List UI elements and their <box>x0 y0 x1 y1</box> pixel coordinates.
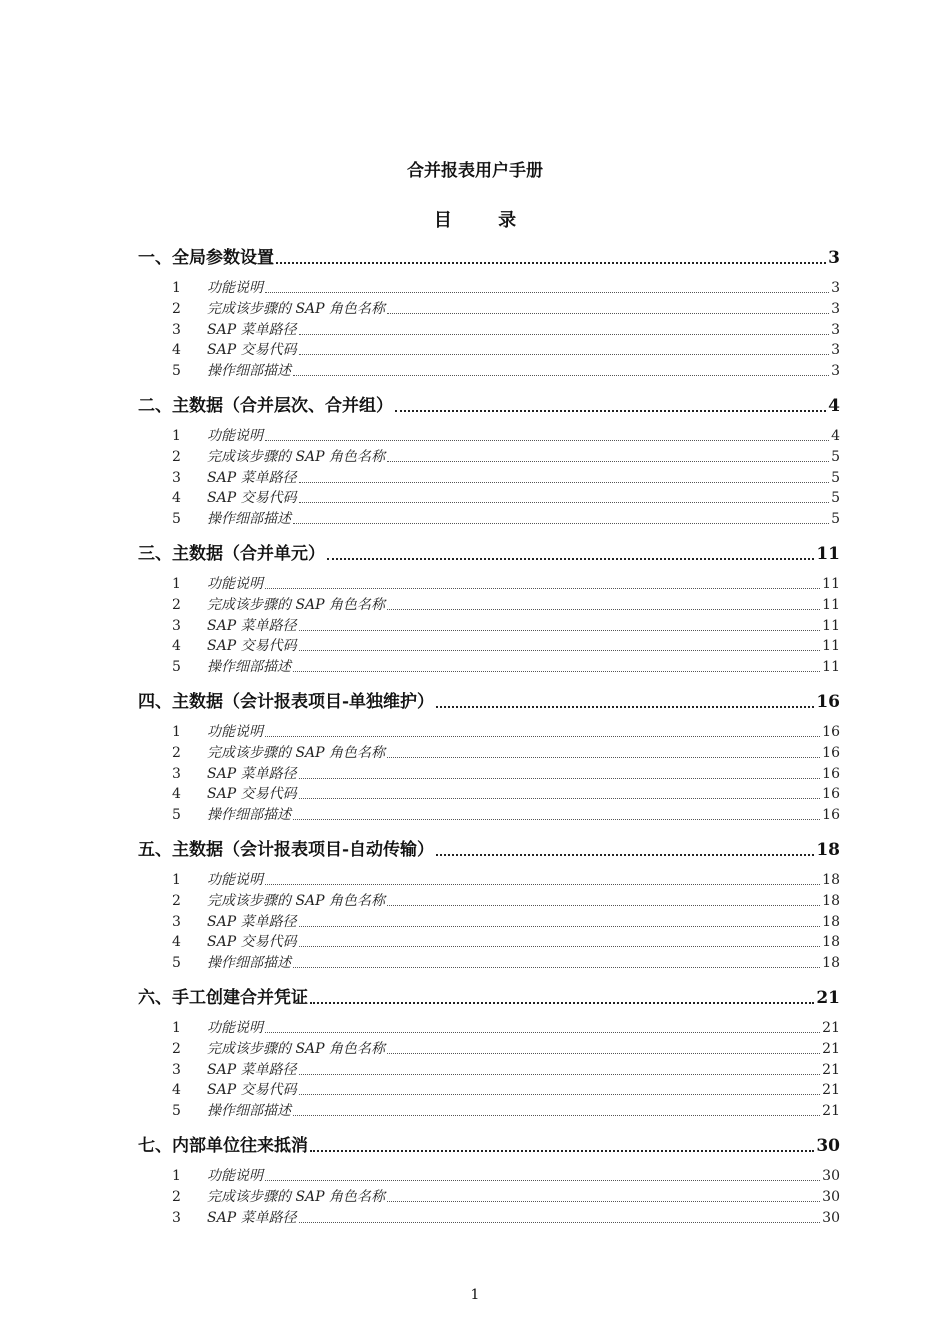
dot-leader <box>293 819 820 820</box>
toc-page-number: 18 <box>822 913 840 930</box>
toc-subsection-entry[interactable] <box>172 1186 840 1206</box>
dot-leader <box>265 588 820 589</box>
toc-item-title: 完成该步骤的 SAP 角色名称 <box>207 448 386 465</box>
toc-item-number: 5 <box>172 511 181 528</box>
toc-item-title: SAP 菜单路径 <box>207 1209 297 1226</box>
toc-subsection-entry[interactable] <box>172 1059 840 1079</box>
dot-leader <box>293 375 829 376</box>
toc-page-number: 4 <box>828 396 840 416</box>
toc-item-title: 操作细部描述 <box>207 363 291 380</box>
dot-leader <box>265 292 829 293</box>
toc-page-number: 16 <box>822 765 840 782</box>
dot-leader <box>265 440 829 441</box>
toc-item-title: SAP 菜单路径 <box>207 617 297 634</box>
toc-page-number: 21 <box>822 1040 840 1057</box>
toc-item-title: 操作细部描述 <box>207 511 291 528</box>
toc-item-number: 2 <box>172 300 181 317</box>
toc-page-number: 18 <box>816 840 840 860</box>
toc-subsection-entry[interactable] <box>172 890 840 910</box>
toc-item-number: 4 <box>172 490 181 507</box>
toc-item-number: 5 <box>172 363 181 380</box>
toc-page-number: 30 <box>822 1168 840 1184</box>
toc-item-number: 4 <box>172 638 181 655</box>
toc-subsection-entry[interactable] <box>172 911 840 931</box>
toc-page-number: 5 <box>831 448 840 465</box>
toc-item-title: 功能说明 <box>207 1168 263 1184</box>
toc-subsection-entry[interactable] <box>172 446 840 466</box>
toc-page-number: 16 <box>822 786 840 803</box>
dot-leader <box>265 884 820 885</box>
toc-subsection-entry[interactable] <box>172 1207 840 1227</box>
toc-item-title: SAP 交易代码 <box>207 638 297 655</box>
toc-subsection-entry[interactable] <box>172 742 840 762</box>
dot-leader <box>299 630 821 631</box>
dot-leader <box>299 946 821 947</box>
toc-subsection-entry[interactable] <box>172 721 840 741</box>
toc-subsection-entry[interactable] <box>172 1038 840 1058</box>
toc-item-number: 1 <box>172 1168 181 1184</box>
toc-item-number: 1 <box>172 1020 181 1036</box>
toc-item-title: 完成该步骤的 SAP 角色名称 <box>207 744 386 761</box>
toc-subsection-entry[interactable] <box>172 656 840 676</box>
dot-leader <box>293 523 829 524</box>
dot-leader <box>387 461 829 462</box>
dot-leader <box>387 609 820 610</box>
dot-leader <box>387 313 829 314</box>
toc-section-title: 二、主数据（合并层次、合并组） <box>138 396 393 416</box>
toc-page-number: 3 <box>828 248 840 268</box>
toc-page-number: 4 <box>831 428 840 444</box>
toc-section-title: 四、主数据（会计报表项目-单独维护） <box>138 692 435 712</box>
toc-item-number: 3 <box>172 1061 181 1078</box>
toc-item-number: 1 <box>172 280 181 296</box>
toc-subsection-entry[interactable] <box>172 615 840 635</box>
dot-leader <box>265 736 820 737</box>
dot-leader <box>299 334 830 335</box>
toc-subsection-entry[interactable] <box>172 1100 840 1120</box>
toc-page-number: 11 <box>822 659 840 676</box>
toc-item-title: 操作细部描述 <box>207 1103 291 1120</box>
toc-item-title: 操作细部描述 <box>207 955 291 972</box>
toc-item-number: 3 <box>172 617 181 634</box>
toc-section-entry[interactable] <box>138 983 840 1009</box>
toc-item-number: 3 <box>172 913 181 930</box>
dot-leader <box>299 1222 821 1223</box>
toc-item-title: 完成该步骤的 SAP 角色名称 <box>207 596 386 613</box>
toc-page-number: 21 <box>816 988 840 1008</box>
toc-page-number: 11 <box>822 596 840 613</box>
toc-subsection-entry[interactable] <box>172 360 840 380</box>
toc-item-number: 3 <box>172 321 181 338</box>
toc-item-number: 5 <box>172 659 181 676</box>
toc-page-number: 30 <box>822 1209 840 1226</box>
dot-leader <box>293 967 820 968</box>
toc-item-number: 2 <box>172 448 181 465</box>
toc-page-number: 11 <box>822 638 840 655</box>
toc-item-title: 操作细部描述 <box>207 807 291 824</box>
toc-page-number: 11 <box>822 576 840 592</box>
dot-leader <box>299 482 830 483</box>
toc-page-number: 30 <box>816 1136 840 1156</box>
dot-leader <box>310 1150 814 1152</box>
dot-leader <box>299 650 821 651</box>
toc-item-number: 3 <box>172 765 181 782</box>
toc-section-entry[interactable] <box>138 835 840 861</box>
toc-page-number: 3 <box>831 363 840 380</box>
toc-subsection-entry[interactable] <box>172 869 840 889</box>
toc-page-number: 5 <box>831 511 840 528</box>
toc-item-number: 3 <box>172 1209 181 1226</box>
toc-item-number: 2 <box>172 1040 181 1057</box>
toc-item-title: 功能说明 <box>207 1020 263 1036</box>
toc-item-title: 功能说明 <box>207 724 263 740</box>
dot-leader <box>299 1074 821 1075</box>
toc-subsection-entry[interactable] <box>172 783 840 803</box>
toc-item-number: 2 <box>172 596 181 613</box>
dot-leader <box>387 1201 820 1202</box>
dot-leader <box>299 502 830 503</box>
toc-section-entry[interactable] <box>138 243 840 269</box>
dot-leader <box>387 757 820 758</box>
toc-item-title: SAP 交易代码 <box>207 1082 297 1099</box>
toc-subsection-entry[interactable] <box>172 277 840 297</box>
toc-page-number: 11 <box>816 544 840 564</box>
toc-page-number: 18 <box>822 955 840 972</box>
toc-item-number: 1 <box>172 428 181 444</box>
dot-leader <box>436 706 814 708</box>
toc-subsection-entry[interactable] <box>172 487 840 507</box>
dot-leader <box>276 262 826 264</box>
toc-item-title: SAP 交易代码 <box>207 342 297 359</box>
toc-page-number: 3 <box>831 342 840 359</box>
dot-leader <box>299 354 830 355</box>
toc-item-title: 功能说明 <box>207 428 263 444</box>
toc-subsection-entry[interactable] <box>172 339 840 359</box>
toc-subsection-entry[interactable] <box>172 508 840 528</box>
toc-subsection-entry[interactable] <box>172 467 840 487</box>
toc-page-number: 3 <box>831 300 840 317</box>
page-number: 1 <box>470 1287 480 1303</box>
toc-subsection-entry[interactable] <box>172 1079 840 1099</box>
toc-item-title: 完成该步骤的 SAP 角色名称 <box>207 1188 386 1205</box>
toc-item-number: 5 <box>172 807 181 824</box>
toc-item-number: 4 <box>172 934 181 951</box>
toc-section-entry[interactable] <box>138 391 840 417</box>
toc-item-number: 4 <box>172 1082 181 1099</box>
toc-page-number: 18 <box>822 934 840 951</box>
toc-page-number: 30 <box>822 1188 840 1205</box>
toc-item-number: 4 <box>172 342 181 359</box>
toc-subsection-entry[interactable] <box>172 594 840 614</box>
toc-subsection-entry[interactable] <box>172 763 840 783</box>
toc-item-title: SAP 菜单路径 <box>207 469 297 486</box>
toc-item-title: SAP 菜单路径 <box>207 1061 297 1078</box>
toc-item-number: 3 <box>172 469 181 486</box>
dot-leader <box>293 1115 820 1116</box>
dot-leader <box>327 558 814 560</box>
toc-heading-right: 录 <box>498 210 517 231</box>
toc-subsection-entry[interactable] <box>172 573 840 593</box>
toc-page-number: 16 <box>816 692 840 712</box>
dot-leader <box>395 410 826 412</box>
toc-section-title: 五、主数据（会计报表项目-自动传输） <box>138 840 435 860</box>
toc-page-number: 16 <box>822 807 840 824</box>
dot-leader <box>293 671 820 672</box>
toc-section-title: 六、手工创建合并凭证 <box>138 988 308 1008</box>
dot-leader <box>265 1180 820 1181</box>
toc-page-number: 21 <box>822 1103 840 1120</box>
toc-page-number: 21 <box>822 1061 840 1078</box>
toc-page-number: 16 <box>822 744 840 761</box>
toc-page-number: 5 <box>831 469 840 486</box>
toc-item-title: SAP 交易代码 <box>207 934 297 951</box>
toc-item-number: 1 <box>172 724 181 740</box>
toc-item-number: 2 <box>172 892 181 909</box>
toc-item-number: 1 <box>172 576 181 592</box>
toc-section-title: 七、内部单位往来抵消 <box>138 1136 308 1156</box>
toc-subsection-entry[interactable] <box>172 952 840 972</box>
toc-section-entry[interactable] <box>138 539 840 565</box>
toc-page-number: 21 <box>822 1082 840 1099</box>
dot-leader <box>387 905 820 906</box>
toc-page-number: 16 <box>822 724 840 740</box>
toc-subsection-entry[interactable] <box>172 1017 840 1037</box>
toc-item-title: SAP 交易代码 <box>207 490 297 507</box>
document-title: 合并报表用户手册 <box>407 161 543 181</box>
toc-item-number: 1 <box>172 872 181 888</box>
toc-item-number: 4 <box>172 786 181 803</box>
toc-item-title: 功能说明 <box>207 576 263 592</box>
toc-item-title: SAP 菜单路径 <box>207 913 297 930</box>
toc-item-title: 操作细部描述 <box>207 659 291 676</box>
toc-page-number: 18 <box>822 892 840 909</box>
toc-item-title: SAP 菜单路径 <box>207 321 297 338</box>
toc-item-title: 功能说明 <box>207 280 263 296</box>
dot-leader <box>310 1002 814 1004</box>
toc-subsection-entry[interactable] <box>172 804 840 824</box>
toc-item-number: 2 <box>172 744 181 761</box>
toc-subsection-entry[interactable] <box>172 298 840 318</box>
toc-page-number: 3 <box>831 280 840 296</box>
toc-page-number: 3 <box>831 321 840 338</box>
toc-item-number: 5 <box>172 1103 181 1120</box>
toc-item-title: 完成该步骤的 SAP 角色名称 <box>207 1040 386 1057</box>
toc-heading-left: 目 <box>433 210 452 231</box>
toc-item-title: SAP 菜单路径 <box>207 765 297 782</box>
toc-page-number: 5 <box>831 490 840 507</box>
toc-item-title: 完成该步骤的 SAP 角色名称 <box>207 300 386 317</box>
toc-item-title: 功能说明 <box>207 872 263 888</box>
toc-subsection-entry[interactable] <box>172 931 840 951</box>
toc-section-title: 一、全局参数设置 <box>138 248 274 268</box>
toc-page-number: 11 <box>822 617 840 634</box>
toc-subsection-entry[interactable] <box>172 1165 840 1185</box>
toc-section-entry[interactable] <box>138 687 840 713</box>
toc-page-number: 21 <box>822 1020 840 1036</box>
dot-leader <box>265 1032 820 1033</box>
toc-subsection-entry[interactable] <box>172 425 840 445</box>
toc-heading <box>0 208 950 234</box>
dot-leader <box>299 778 821 779</box>
toc-subsection-entry[interactable] <box>172 635 840 655</box>
toc-page-number: 18 <box>822 872 840 888</box>
toc-item-number: 2 <box>172 1188 181 1205</box>
dot-leader <box>436 854 814 856</box>
toc-item-number: 5 <box>172 955 181 972</box>
dot-leader <box>299 1094 821 1095</box>
toc-section-title: 三、主数据（合并单元） <box>138 544 325 564</box>
dot-leader <box>387 1053 820 1054</box>
toc-section-entry[interactable] <box>138 1131 840 1157</box>
toc-item-title: 完成该步骤的 SAP 角色名称 <box>207 892 386 909</box>
dot-leader <box>299 798 821 799</box>
toc-item-title: SAP 交易代码 <box>207 786 297 803</box>
dot-leader <box>299 926 821 927</box>
toc-subsection-entry[interactable] <box>172 319 840 339</box>
